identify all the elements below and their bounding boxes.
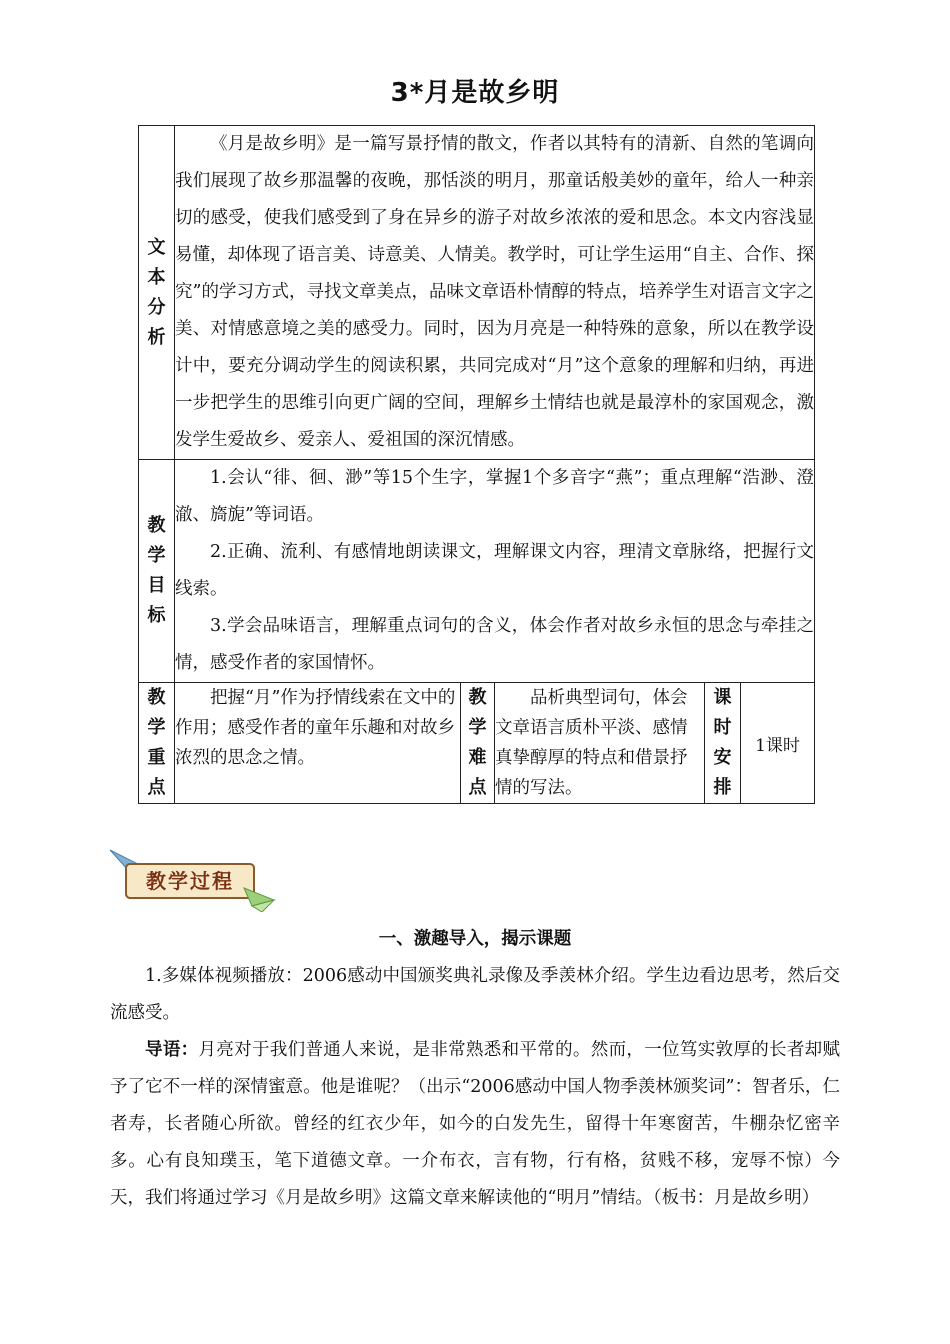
page-title: 3*月是故乡明 bbox=[390, 78, 560, 108]
key-points-label: 教 学 重 点 bbox=[139, 683, 175, 804]
analysis-text-cell bbox=[175, 126, 815, 460]
hours-value: 1课时 bbox=[741, 683, 815, 804]
goal-item: 1.会认“徘、徊、渺”等15个生字，掌握1个多音字“燕”；重点理解“浩渺、澄澈、旖旎”等词语。 bbox=[175, 468, 815, 525]
analysis-row bbox=[139, 126, 815, 460]
difficulties-cell bbox=[495, 683, 705, 804]
goal-item: 3.学会品味语言，理解重点词句的含义，体会作者对故乡永恒的思念与牵挂之情，感受作者的家国情怀。 bbox=[175, 616, 815, 673]
analysis-text: 《月是故乡明》是一篇写景抒情的散文，作者以其特有的清新、自然的笔调向我们展现了故乡那温馨的夜晚，那恬淡的明月，那童话般美妙的童年，给人一种亲切的感受，使我们感受到了身在异乡的游子对故乡浓浓的爱和思念。本文内容浅显易懂，却体现了语言美、诗意美、人情美。教学时，可让学生运用“自主、合作、探究”的学习方式，寻找文章美点，品味文章语朴情醇的特点，培养学生对语言文字之美、对情感意境之美的感受力。同时，因为月亮是一种特殊的意象，所以在教学设计中，要充分调动学生的阅读积累，共同完成对“月”这个意象的理解和归纳，再进一步把学生的思维引向更广阔的空间，理解乡土情结也就是最淳朴的家国观念，激发学生爱故乡、爱亲人、爱祖国的深沉情感。 bbox=[175, 134, 815, 450]
lesson-plan-table bbox=[138, 125, 815, 804]
lead-text: 月亮对于我们普通人来说，是非常熟悉和平常的。然而，一位笃实敦厚的长者却赋予了它不一样的深情蜜意。他是谁呢？（出示“2006感动中国人物季羡林颁奖词”：智者乐，仁者寿，长者随心所欲。曾经的红衣少年，如今的白发先生，留得十年寒窗苦，牛棚杂忆密辛多。心有良知璞玉，笔下道德文章。一介布衣，言有物，行有格，贫贱不移，宠辱不惊）今天，我们将通过学习《月是故乡明》这篇文章来解读他的“明月”情结。（板书：月是故乡明） bbox=[110, 1040, 841, 1208]
badge-text: 教学过程 bbox=[146, 869, 234, 893]
paragraph-2 bbox=[110, 1032, 840, 1217]
paragraph-1: 1.多媒体视频播放：2006感动中国颁奖典礼录像及季羡林介绍。学生边看边思考，然后交流感受。 bbox=[110, 966, 840, 1023]
lead-label: 导语： bbox=[145, 1040, 199, 1060]
key-points-row bbox=[139, 683, 815, 804]
paper-plane-icon bbox=[106, 848, 276, 912]
hours-label: 课 时 安 排 bbox=[705, 683, 741, 804]
key-points-text: 把握“月”作为抒情线索在文中的作用；感受作者的童年乐趣和对故乡浓烈的思念之情。 bbox=[175, 688, 456, 768]
key-points-cell bbox=[175, 683, 461, 804]
goal-item: 2.正确、流利、有感情地朗读课文，理解课文内容，理清文章脉络，把握行文线索。 bbox=[175, 542, 815, 599]
goals-row bbox=[139, 460, 815, 683]
difficulties-text: 品析典型词句，体会文章语言质朴平淡、感情真挚醇厚的特点和借景抒情的写法。 bbox=[495, 688, 688, 798]
goals-label: 教 学 目 标 bbox=[139, 460, 175, 683]
section-heading: 一、激趣导入，揭示课题 bbox=[378, 929, 572, 949]
analysis-label: 文 本 分 析 bbox=[139, 126, 175, 460]
goals-list bbox=[175, 460, 815, 683]
teaching-process-badge bbox=[106, 848, 276, 912]
difficulties-label: 教 学 难 点 bbox=[461, 683, 495, 804]
section-body bbox=[110, 958, 840, 1217]
